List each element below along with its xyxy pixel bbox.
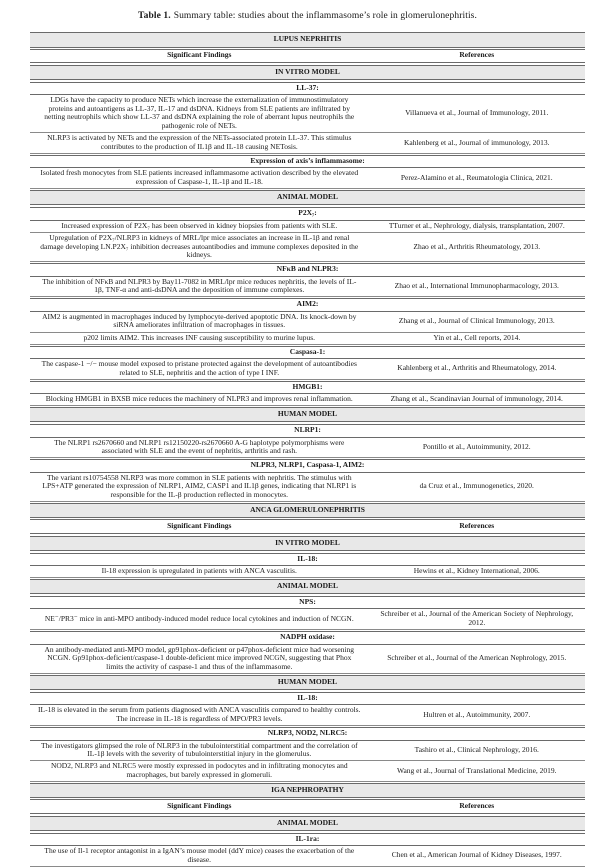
reference-cell: Schreiber et al., Journal of the American Nephrology, 2015. [387, 653, 567, 663]
reference-cell: Zhang et al., Journal of Clinical Immunology, 2013. [398, 316, 555, 325]
finding-cell: The inhibition of NFκB and NLPR3 by Bay11-7082 in MRL/lpr mice reduces nephritis, the levels of IL-1β, TNF-α and anti-dsDNA and the deposition of immune complexes. [42, 276, 357, 295]
finding-cell: Il-18 expression is upregulated in patients with ANCA vasculitis. [101, 565, 297, 575]
block-header: NADPH oxidase: [30, 631, 585, 644]
finding-cell: Blocking HMGB1 in BXSB mice reduces the machinery of NLPR3 and improves renal inflammation. [45, 393, 353, 403]
reference-cell: Schreiber et al., Journal of the American Society of Nephrology, 2012. [380, 609, 574, 628]
finding-cell: Upregulation of P2X₇/NLRP3 in kidneys of MRL/lpr mice associates an increase in IL-1β and renal damage developing LN.P2X₇ inhibition decreases autoantibodies and immune complexes deposited in the kidneys. [40, 232, 359, 260]
block-header: IL-1ra: [30, 833, 585, 846]
column-header-references: References [459, 800, 495, 810]
column-header-findings: Significant Findings [167, 800, 232, 810]
finding-cell: The variant rs10754558 NLRP3 was more common in SLE patients with nephritis. The stimulus with LPS+ATP generated the expression of NLRP1, AIM2, CASP1 and IL1β genes, indicating that NLRP1 is responsible for the IL-β production reflected in monocytes. [42, 472, 357, 499]
reference-cell: TTurner et al., Nephrology, dialysis, transplantation, 2007. [388, 220, 565, 230]
reference-cell: Zhang et al., Scandinavian Journal of immunology, 2014. [390, 393, 563, 403]
section-band: IGA NEPHROPATHY [30, 783, 585, 798]
table-row [30, 645, 585, 675]
finding-cell: The caspase-1 −/− mouse model exposed to pristane protected against the development of autoantibodies related to SLE, nephritis and the action of type I INF. [41, 358, 357, 377]
finding-cell: LDGs have the capacity to produce NETs which increase the externalization of immunostimulatory proteins and autoantigens as LL-37, IL-17 and dsDNA. Kidneys from SLE patients are infiltrated by netting neutrophils which show LL-37 and dsDNA explaining the role of aberrant lupus neutrophils the pathogenic role of NETs. [44, 95, 355, 131]
reference-cell: Zhao et al., International Immunopharmacology, 2013. [394, 280, 559, 290]
block-header: NPS: [30, 596, 585, 609]
model-band: IN VITRO MODEL [30, 536, 585, 551]
table-row [30, 609, 585, 630]
block-header: Expression of axis’s inflammasome: [30, 155, 585, 168]
reference-cell: Kahlenberg et al., Arthritis and Rheumatology, 2014. [397, 363, 557, 373]
finding-cell: Isolated fresh monocytes from SLE patients increased inflammasome activation described by the elevated expression of Caspase-1, IL-1β and IL-18. [40, 168, 359, 187]
model-band: ANIMAL MODEL [30, 579, 585, 594]
reference-cell: da Cruz et al., Immunogenetics, 2020. [419, 481, 534, 491]
table-row [30, 168, 585, 189]
block-header: NLPR3, NLRP1, Caspasa-1, AIM2: [30, 459, 585, 472]
reference-cell: Perez-Alamino et al., Reumatologia Clinica, 2021. [400, 172, 553, 182]
reference-cell: Villanueva et al., Journal of Immunology, 2011. [405, 108, 549, 118]
finding-cell: IL-18 is elevated in the serum from patients diagnosed with ANCA vasculitis compared to healthy controls. The increase in IL-18 is regardless of MPO/PR3 levels. [38, 705, 361, 724]
model-band: HUMAN MODEL [30, 407, 585, 422]
table-caption-label: Table 1. [138, 11, 171, 21]
finding-cell: An antibody-mediated anti-MPO model, gp91phox-deficient or p47phox-deficient mice had worsening NCGN. Gp91phox-deficient/caspase-1 double-deficient mice improved NCGN, suggesting that Phox limits the activity of caspase-1 and thus of the inflammasome. [44, 644, 355, 671]
model-band: ANIMAL MODEL [30, 190, 585, 205]
block-header: LL-37: [30, 82, 585, 95]
table-row [30, 133, 585, 154]
reference-cell: Tashiro et al., Clinical Nephrology, 2016. [414, 744, 539, 754]
model-band: HUMAN MODEL [30, 675, 585, 690]
block-header: NLRP3, NOD2, NLRC5: [30, 727, 585, 740]
table-row [30, 473, 585, 503]
block-header: IL-18: [30, 692, 585, 705]
reference-cell: Pontillo et al., Autoimmunity, 2012. [422, 441, 531, 451]
finding-cell: AIM2 is augmented in macrophages induced by lymphocyte-derived apoptotic DNA. Its knock-down by siRNA ameliorates infiltration of macrophages in tissues. [42, 311, 357, 330]
block-header: NLRP1: [30, 424, 585, 437]
table-row [30, 566, 585, 578]
block-header: AIM2: [30, 298, 585, 311]
table-row [30, 221, 585, 233]
model-band: ANIMAL MODEL [30, 816, 585, 831]
column-header-findings: Significant Findings [167, 520, 232, 530]
finding-cell: Increased expression of P2X₇ has been observed in kidney biopsies from patients with SLE. [61, 220, 338, 230]
reference-cell: Hewins et al., Kidney International, 2006. [413, 565, 540, 575]
section-band: LUPUS NEPRHITIS [30, 32, 585, 47]
finding-cell: p202 limits AIM2. This increases INF causing susceptibility to murine lupus. [83, 332, 316, 342]
reference-cell: Wang et al., Journal of Translational Medicine, 2019. [396, 765, 557, 775]
block-header: IL-18: [30, 553, 585, 566]
column-header-references: References [459, 520, 495, 530]
table-caption [30, 10, 585, 22]
column-header-findings: Significant Findings [167, 50, 232, 60]
finding-cell: The investigators glimpsed the role of NLRP3 in the tubulointerstitial compartment and the correlation of IL-1β levels with the severity of tubulointerstitial injury in the glomerulus. [40, 740, 358, 759]
table-row [30, 312, 585, 333]
table-row [30, 741, 585, 762]
table-row [30, 277, 585, 298]
finding-cell: The NLRP1 rs2670660 and NLRP1 rs12150220-rs2670660 A-G haplotype polymorphisms were associated with SLE and the event of nephritis, arthritis and rash. [54, 437, 345, 456]
table-row [30, 333, 585, 345]
finding-cell: NLRP3 is activated by NETs and the expression of the NETs-associated protein LL-37. This stimulus contributes to the production of IL1β and IL-18 causing NETosis. [47, 133, 352, 152]
table-row [30, 233, 585, 263]
table-row [30, 359, 585, 380]
section-band: ANCA GLOMERULONEPHRITIS [30, 503, 585, 518]
model-band: IN VITRO MODEL [30, 65, 585, 80]
reference-cell: Kahlenberg et al., Journal of immunology, 2013. [403, 137, 550, 147]
table-row [30, 438, 585, 459]
table-row [30, 705, 585, 726]
table-row [30, 394, 585, 406]
summary-table [30, 31, 585, 867]
table-row [30, 761, 585, 782]
reference-cell: Hultren et al., Autoimmunity, 2007. [423, 709, 531, 719]
reference-cell: Chen et al., American Journal of Kidney Diseases, 1997. [391, 850, 562, 860]
reference-cell: Zhao et al., Arthritis Rheumatology, 2013. [413, 241, 541, 251]
table-caption-text: Summary table: studies about the inflammasome’s role in glomerulonephritis. [173, 11, 477, 21]
finding-cell: The use of Il-1 receptor antagonist in a IgAN’s mouse model (ddY mice) ceases the exacerbation of the disease. [44, 846, 355, 864]
table-row [30, 846, 585, 867]
table-row [30, 95, 585, 133]
block-header: NFκB and NLPR3: [30, 263, 585, 276]
column-header-references: References [459, 50, 495, 60]
block-header: Caspasa-1: [30, 346, 585, 359]
column-header-row [30, 519, 585, 533]
column-header-row [30, 49, 585, 63]
block-header: HMGB1: [30, 381, 585, 394]
finding-cell: NOD2, NLRP3 and NLRC5 were mostly expressed in podocytes and in infiltrating monocytes and macrophages, but barely expressed in glomeruli. [50, 761, 348, 780]
finding-cell: NE⁻/PR3⁻ mice in anti-MPO antibody-induced model reduce local cytokines and induction of NCGN. [44, 613, 354, 623]
column-header-row [30, 799, 585, 813]
reference-cell: Yin et al., Cell reports, 2014. [433, 332, 521, 342]
block-header: P2X₇: [30, 207, 585, 220]
